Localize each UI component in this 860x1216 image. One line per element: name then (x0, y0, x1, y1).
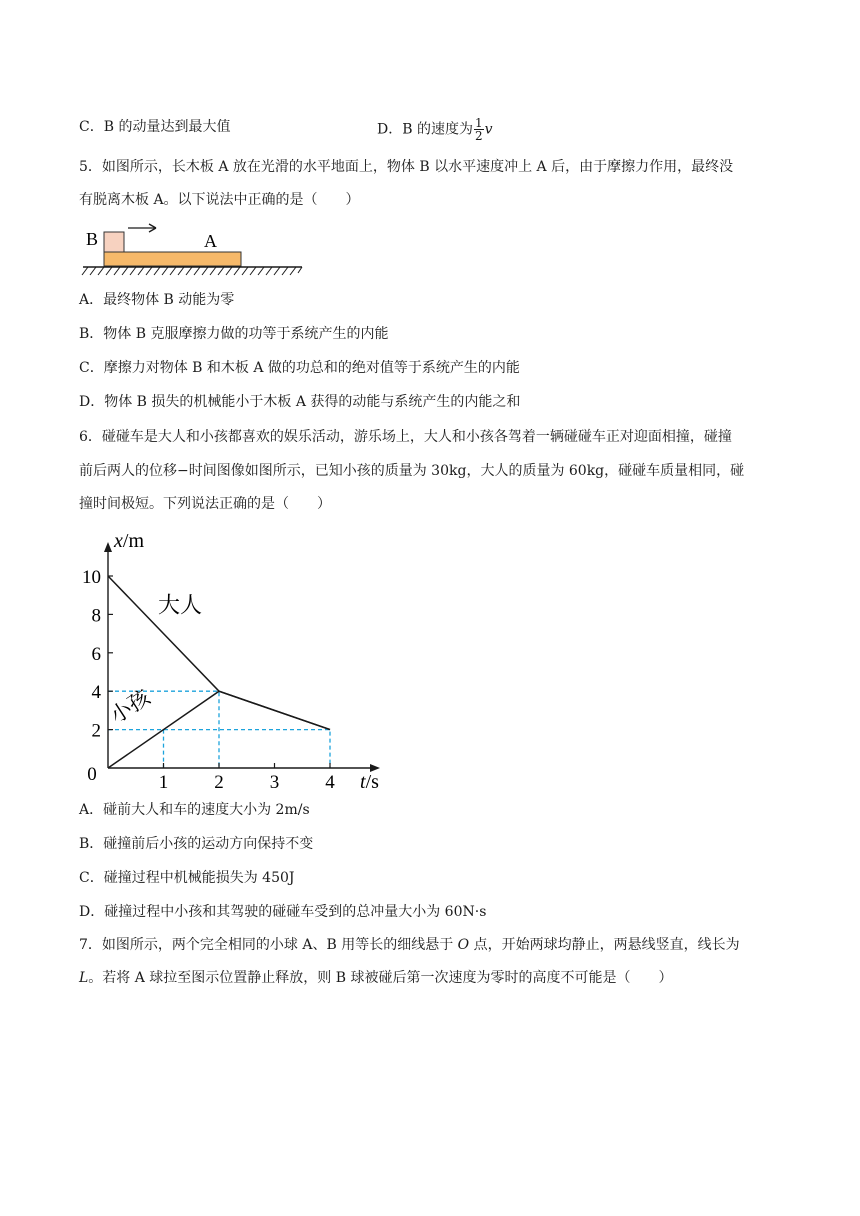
x-tick-label-2: 2 (214, 772, 224, 792)
q4-option-c: C．B 的动量达到最大值 (79, 119, 231, 135)
y-axis-arrow-icon (104, 542, 112, 552)
y-tick-label-4: 4 (91, 682, 101, 704)
y-axis-label (113, 530, 144, 552)
block-b (104, 232, 124, 252)
point-o-symbol: O (457, 937, 470, 953)
q5-option-a: A．最终物体 B 动能为零 (79, 292, 235, 308)
q7-stem-text-b: 点，开始两球均静止，两悬线竖直，线长为 (469, 937, 740, 953)
origin-label: 0 (87, 764, 97, 785)
q7-stem-text-c: 。若将 A 球拉至图示位置静止释放，则 B 球被碰后第一次速度为零时的高度不可能是（ ） (88, 970, 673, 986)
x-axis-unit: /s (365, 771, 379, 792)
q5-option-c: C．摩擦力对物体 B 和木板 A 做的功总和的绝对值等于系统产生的内能 (79, 360, 520, 376)
q5-stem-line-2: 有脱离木板 A。以下说法中正确的是（ ） (79, 192, 360, 208)
q7-stem-line-1 (79, 935, 740, 955)
fraction-denominator: 2 (474, 129, 483, 143)
series-label-adult: 大人 (157, 592, 202, 618)
q7-stem-text-a: 7．如图所示，两个完全相同的小球 A、B 用等长的细线悬于 (79, 937, 458, 953)
x-tick-label-1: 1 (158, 772, 169, 792)
y-tick-label-6: 6 (91, 643, 101, 665)
displacement-time-chart (74, 516, 394, 792)
q5-figure-board-block (80, 218, 310, 280)
q5-option-b: B．物体 B 克服摩擦力做的功等于系统产生的内能 (79, 326, 389, 342)
y-tick-label-10: 10 (82, 567, 101, 588)
q6-stem-line-3: 撞时间极短。下列说法正确的是（ ） (79, 496, 331, 512)
velocity-symbol: v (484, 121, 493, 138)
label-a: A (204, 231, 217, 251)
y-axis-variable: x (114, 530, 123, 552)
label-b: B (86, 229, 99, 249)
x-tick-label-3: 3 (269, 772, 280, 792)
q6-option-d: D．碰撞过程中小孩和其驾驶的碰碰车受到的总冲量大小为 60N·s (79, 904, 487, 920)
board-a (104, 252, 241, 266)
y-axis-unit: /m (122, 530, 145, 552)
fraction-one-half (474, 117, 484, 142)
y-tick-label-2: 2 (91, 720, 101, 742)
q6-option-c: C．碰撞过程中机械能损失为 450J (79, 870, 295, 886)
length-symbol: L (79, 970, 89, 986)
q4-option-d (377, 117, 493, 142)
ground-hatch (82, 267, 302, 275)
q6-option-b: B．碰撞前后小孩的运动方向保持不变 (79, 836, 314, 852)
q6-option-a: A．碰前大人和车的速度大小为 2m/s (79, 802, 310, 818)
fraction-numerator: 1 (474, 116, 483, 130)
q6-stem-line-1: 6．碰碰车是大人和小孩都喜欢的娱乐活动，游乐场上，大人和小孩各驾着一辆碰碰车正对迎面相撞，碰撞 (79, 429, 732, 445)
series-label-child: 小孩 (105, 685, 155, 729)
y-tick-label-8: 8 (91, 605, 101, 627)
q5-option-d: D．物体 B 损失的机械能小于木板 A 获得的动能与系统产生的内能之和 (79, 394, 521, 410)
x-tick-label-4: 4 (325, 772, 335, 792)
x-axis-variable: t (360, 771, 366, 792)
q6-stem-line-2: 前后两人的位移−时间图像如图所示，已知小孩的质量为 30kg，大人的质量为 60kg，碰碰车质量相同，碰 (79, 463, 745, 479)
q7-stem-line-2 (79, 968, 673, 988)
q5-stem-line-1: 5．如图所示，长木板 A 放在光滑的水平地面上，物体 B 以水平速度冲上 A 后，由于摩擦力作用，最终没 (79, 159, 734, 175)
q4-option-d-text: D．B 的速度为 (377, 121, 473, 138)
x-axis-label (360, 771, 379, 792)
